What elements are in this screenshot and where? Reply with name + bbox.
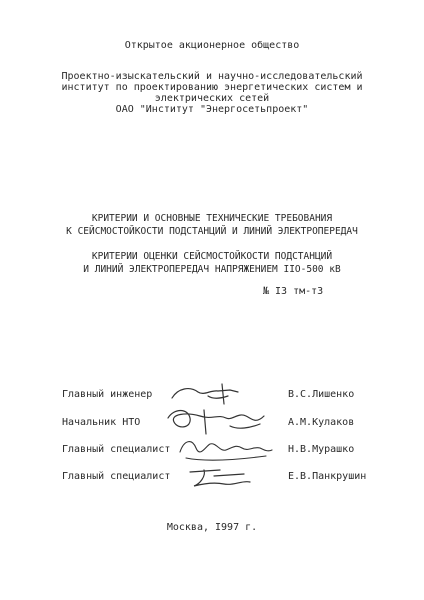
signatory-name: А.М.Кулаков: [288, 417, 355, 428]
handwritten-signature-chief-specialist-1: [176, 432, 276, 464]
signatory-name: В.С.Лишенко: [288, 389, 355, 400]
organization-type: Открытое акционерное общество: [124, 40, 300, 51]
signatory-name: Е.В.Панкрушин: [288, 471, 367, 482]
document-number: № I3 тм-т3: [263, 286, 324, 297]
signatory-role: Начальник НТО: [62, 417, 141, 428]
institute-name-line-4: ОАО "Институт "Энергосетьпроект": [115, 104, 309, 115]
signatory-role: Главный специалист: [62, 471, 171, 482]
institute-name-line-1: Проектно-изыскательский и научно-исследовательский: [61, 71, 363, 82]
institute-name-line-3: электрических сетей: [154, 93, 270, 104]
subtitle-line-1: КРИТЕРИИ ОЦЕНКИ СЕЙСМОСТОЙКОСТИ ПОДСТАНЦИЙ: [91, 251, 333, 262]
main-title-line-2: К СЕЙСМОСТОЙКОСТИ ПОДСТАНЦИЙ И ЛИНИЙ ЭЛЕКТРОПЕРЕДАЧ: [66, 226, 358, 237]
institute-name-line-2: институт по проектированию энергетических систем и: [61, 82, 363, 93]
handwritten-signature-chief-specialist-2: [184, 462, 264, 492]
city-year: Москва, I997 г.: [166, 522, 258, 533]
signatory-role: Главный специалист: [62, 444, 171, 455]
signatory-role: Главный инженер: [62, 389, 153, 400]
subtitle-line-2: И ЛИНИЙ ЭЛЕКТРОПЕРЕДАЧ НАПРЯЖЕНИЕМ IIO-500 кВ: [83, 264, 341, 275]
signatory-name: Н.В.Мурашко: [288, 444, 355, 455]
main-title-line-1: КРИТЕРИИ И ОСНОВНЫЕ ТЕХНИЧЕСКИЕ ТРЕБОВАНИЯ: [91, 213, 333, 224]
